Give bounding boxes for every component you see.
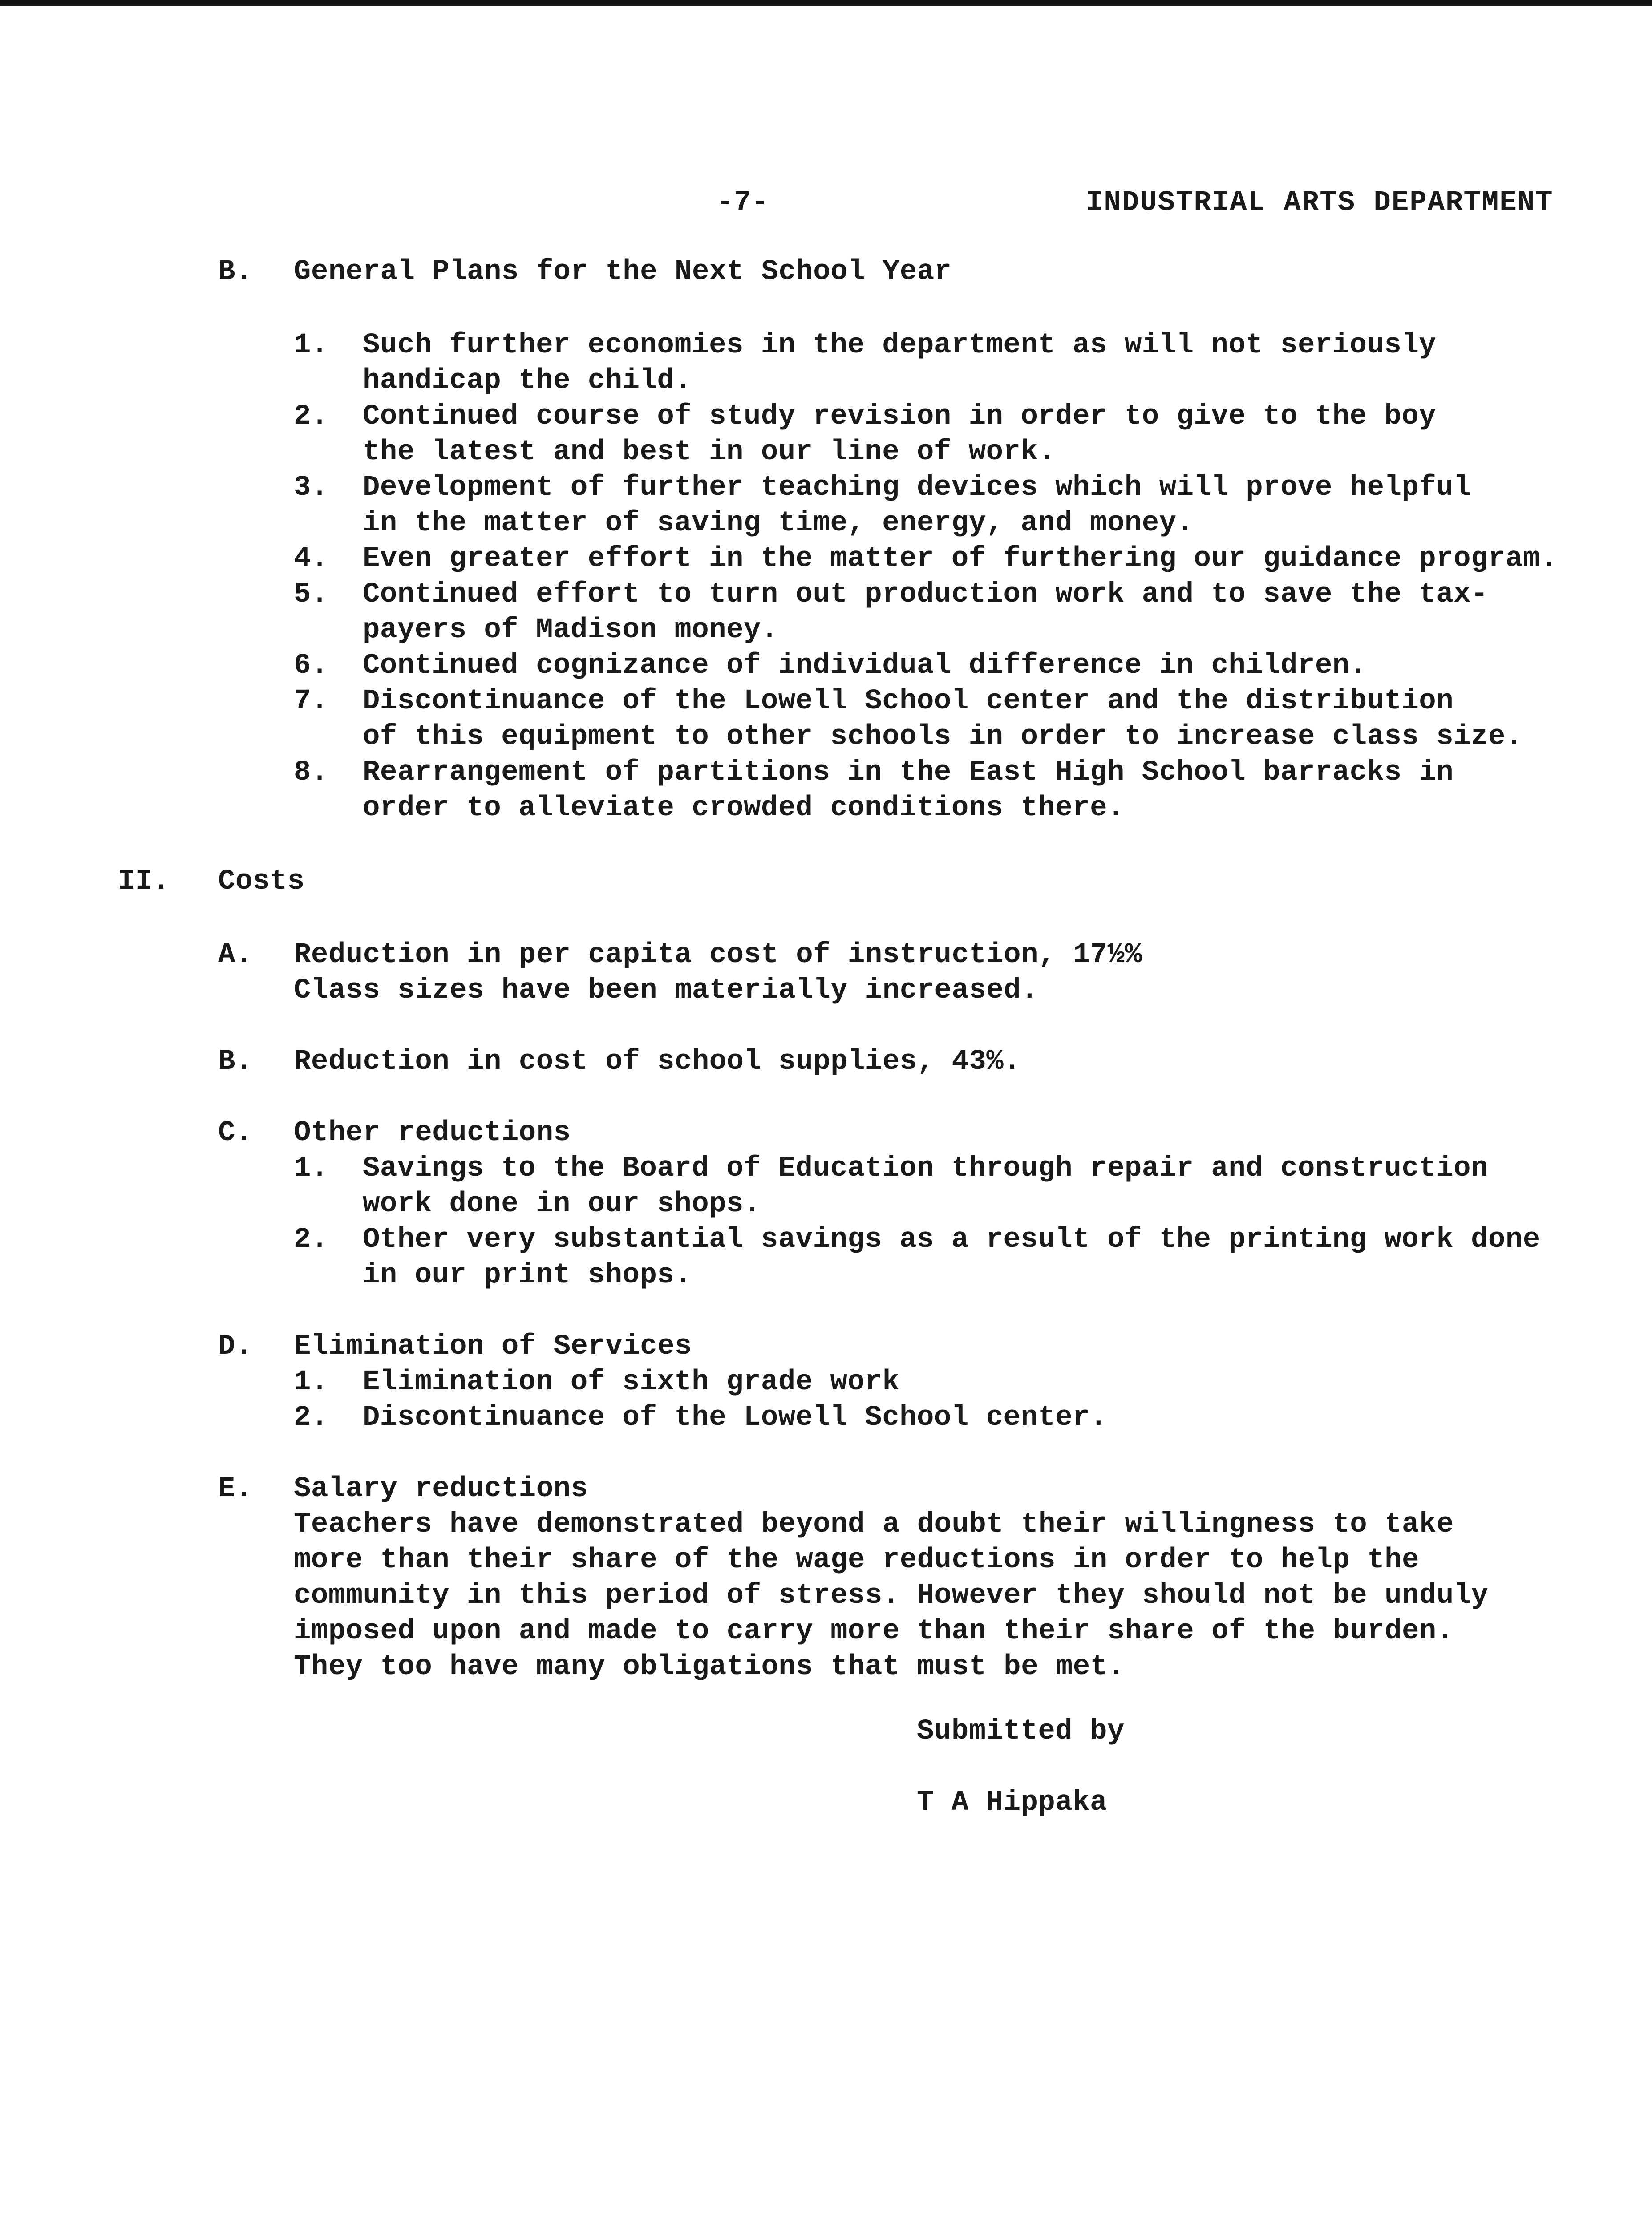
- costs-d-title: Elimination of Services: [294, 1331, 692, 1363]
- plan-item-1-line-2: handicap the child.: [363, 365, 692, 397]
- plan-item-3-num: 3.: [294, 472, 328, 504]
- costs-c-item-1-num: 1.: [294, 1153, 328, 1185]
- plan-item-2-line-2: the latest and best in our line of work.: [363, 436, 1056, 468]
- costs-b-letter: B.: [218, 1046, 253, 1078]
- costs-c-title: Other reductions: [294, 1117, 571, 1149]
- costs-c-item-2-line-1: Other very substantial savings as a result of the printing work done: [363, 1224, 1540, 1256]
- signatory-name: T A Hippaka: [917, 1787, 1107, 1819]
- costs-a-line-2: Class sizes have been materially increased.: [294, 975, 1038, 1007]
- costs-e-title: Salary reductions: [294, 1473, 588, 1505]
- plan-item-3-line-1: Development of further teaching devices which will prove helpful: [363, 472, 1471, 504]
- costs-d-letter: D.: [218, 1331, 253, 1363]
- plan-item-7-num: 7.: [294, 685, 328, 717]
- costs-e-line-3: community in this period of stress. However they should not be unduly: [294, 1580, 1489, 1612]
- costs-e-line-4: imposed upon and made to carry more than their share of the burden.: [294, 1615, 1454, 1647]
- costs-e-letter: E.: [218, 1473, 253, 1505]
- plan-item-6-line-1: Continued cognizance of individual difference in children.: [363, 650, 1367, 682]
- costs-e-line-2: more than their share of the wage reductions in order to help the: [294, 1544, 1419, 1576]
- costs-c-item-2-line-2: in our print shops.: [363, 1259, 692, 1291]
- section-b-title: General Plans for the Next School Year: [294, 256, 952, 288]
- plan-item-4-line-1: Even greater effort in the matter of furthering our guidance program.: [363, 543, 1558, 575]
- costs-d-item-2-line: Discontinuance of the Lowell School center.: [363, 1402, 1107, 1434]
- costs-c-letter: C.: [218, 1117, 253, 1149]
- plan-item-4-num: 4.: [294, 543, 328, 575]
- plan-item-5-line-2: payers of Madison money.: [363, 614, 778, 646]
- section-ii-title: Costs: [218, 866, 305, 898]
- costs-c-item-1-line-2: work done in our shops.: [363, 1188, 761, 1220]
- plan-item-8-line-1: Rearrangement of partitions in the East High School barracks in: [363, 756, 1454, 789]
- plan-item-5-num: 5.: [294, 578, 328, 611]
- costs-b-line: Reduction in cost of school supplies, 43%.: [294, 1046, 1021, 1078]
- page-number: -7-: [717, 187, 769, 219]
- section-b-letter: B.: [218, 256, 253, 288]
- plan-item-3-line-2: in the matter of saving time, energy, and money.: [363, 507, 1194, 539]
- submitted-by-label: Submitted by: [917, 1715, 1125, 1748]
- department-header: INDUSTRIAL ARTS DEPARTMENT: [1086, 187, 1554, 219]
- plan-item-2-line-1: Continued course of study revision in order to give to the boy: [363, 400, 1437, 433]
- plan-item-8-line-2: order to alleviate crowded conditions there.: [363, 792, 1125, 824]
- costs-a-letter: A.: [218, 939, 253, 971]
- plan-item-7-line-2: of this equipment to other schools in order to increase class size.: [363, 721, 1523, 753]
- plan-item-1-line-1: Such further economies in the department as will not seriously: [363, 329, 1437, 361]
- section-ii-numeral: II.: [118, 866, 170, 898]
- plan-item-8-num: 8.: [294, 756, 328, 789]
- costs-e-line-5: They too have many obligations that must be met.: [294, 1651, 1125, 1683]
- costs-a-line-1: Reduction in per capita cost of instruction, 17½%: [294, 939, 1142, 971]
- costs-d-item-1-num: 1.: [294, 1366, 328, 1398]
- costs-d-item-1-line: Elimination of sixth grade work: [363, 1366, 900, 1398]
- costs-e-line-1: Teachers have demonstrated beyond a doubt their willingness to take: [294, 1509, 1454, 1541]
- plan-item-1-num: 1.: [294, 329, 328, 361]
- plan-item-5-line-1: Continued effort to turn out production work and to save the tax-: [363, 578, 1488, 611]
- plan-item-7-line-1: Discontinuance of the Lowell School center and the distribution: [363, 685, 1454, 717]
- plan-item-2-num: 2.: [294, 400, 328, 433]
- plan-item-6-num: 6.: [294, 650, 328, 682]
- costs-c-item-1-line-1: Savings to the Board of Education through repair and construction: [363, 1153, 1488, 1185]
- page-top-edge: [0, 0, 1652, 6]
- costs-d-item-2-num: 2.: [294, 1402, 328, 1434]
- costs-c-item-2-num: 2.: [294, 1224, 328, 1256]
